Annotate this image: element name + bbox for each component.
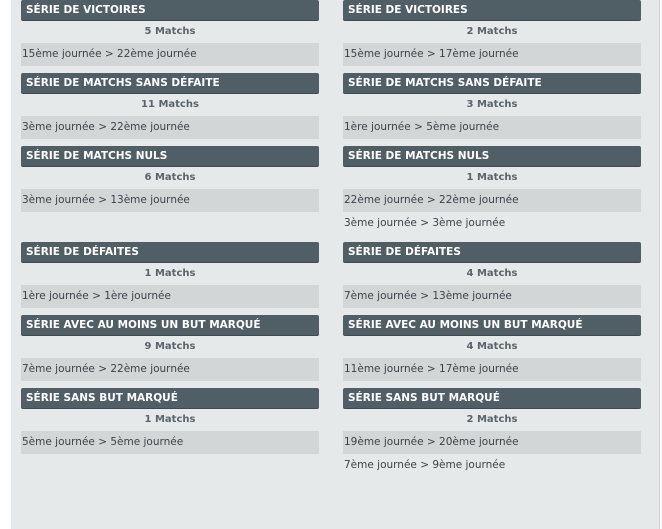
stat-header: SÉRIE DE MATCHS NULS [21,146,319,166]
stat-block-sans-defaite [343,73,641,139]
journee-range: 15ème journée > 17ème journée [343,43,641,66]
stat-header: SÉRIE DE MATCHS NULS [343,146,641,166]
stat-block-but-marque [343,315,641,381]
journee-range: 19ème journée > 20ème journée [343,431,641,454]
match-count: 1 Matchs [466,172,518,183]
match-count: 3 Matchs [466,99,518,110]
stat-block-defaites [343,242,641,308]
stat-header: SÉRIE DE DÉFAITES [343,242,641,262]
journee-range: 3ème journée > 3ème journée [344,217,506,229]
journee-range: 7ème journée > 9ème journée [344,459,506,471]
journee-range: 11ème journée > 17ème journée [343,358,641,381]
match-count: 1 Matchs [144,268,196,279]
stat-header: SÉRIE AVEC AU MOINS UN BUT MARQUÉ [21,315,319,335]
journee-range: 15ème journée > 22ème journée [21,43,319,66]
series-panel [11,0,660,529]
journee-range: 7ème journée > 13ème journée [343,285,641,308]
match-count: 2 Matchs [466,26,518,37]
match-count: 4 Matchs [466,341,518,352]
stat-header: SÉRIE DE VICTOIRES [21,0,319,20]
journee-range: 3ème journée > 13ème journée [21,189,319,212]
match-count: 6 Matchs [144,172,196,183]
journee-range: 5ème journée > 5ème journée [21,431,319,454]
journee-range: 22ème journée > 22ème journée [343,189,641,212]
stat-block-victoires [21,0,319,66]
stat-block-sans-but [343,388,641,477]
stat-header: SÉRIE DE VICTOIRES [343,0,641,20]
journee-range: 7ème journée > 22ème journée [21,358,319,381]
stat-block-victoires [343,0,641,66]
match-count: 9 Matchs [144,341,196,352]
stat-header: SÉRIE DE MATCHS SANS DÉFAITE [21,73,319,93]
stat-block-sans-defaite [21,73,319,139]
journee-range-spacer [21,212,319,235]
stat-header: SÉRIE AVEC AU MOINS UN BUT MARQUÉ [343,315,641,335]
stat-block-sans-but [21,388,319,454]
team-right-column [343,0,641,484]
stat-block-nuls [343,146,641,235]
match-count: 1 Matchs [144,414,196,425]
match-count: 2 Matchs [466,414,518,425]
team-left-column [21,0,319,461]
journee-range: 1ère journée > 5ème journée [343,116,641,139]
match-count: 4 Matchs [466,268,518,279]
stat-block-defaites [21,242,319,308]
stat-block-but-marque [21,315,319,381]
stat-header: SÉRIE DE MATCHS SANS DÉFAITE [343,73,641,93]
stat-header: SÉRIE DE DÉFAITES [21,242,319,262]
stat-header: SÉRIE SANS BUT MARQUÉ [343,388,641,408]
stat-header: SÉRIE SANS BUT MARQUÉ [21,388,319,408]
match-count: 11 Matchs [141,99,199,110]
match-count: 5 Matchs [144,26,196,37]
journee-range: 3ème journée > 22ème journée [21,116,319,139]
stat-block-nuls [21,146,319,235]
journee-range: 1ère journée > 1ère journée [21,285,319,308]
